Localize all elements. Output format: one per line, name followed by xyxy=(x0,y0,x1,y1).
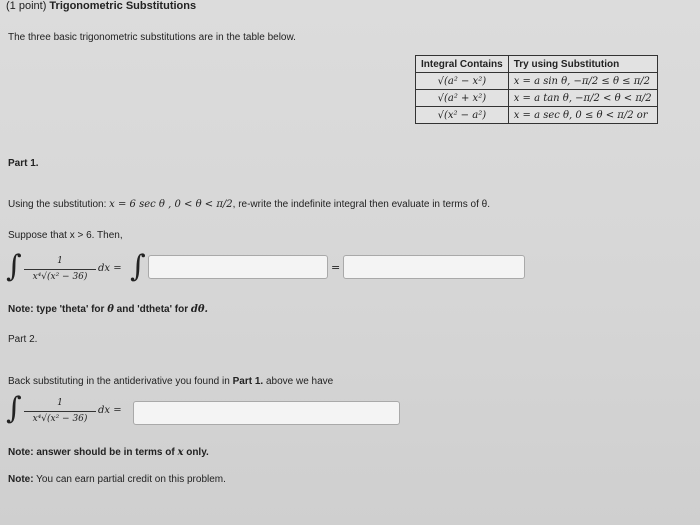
theta-symbol: θ xyxy=(107,304,114,315)
integral-sign: ∫ xyxy=(130,249,146,284)
note-text: You can earn partial credit on this problem. xyxy=(33,474,226,485)
table-cell: √(x² − a²) xyxy=(416,107,509,124)
note-label: Note: xyxy=(8,474,34,485)
note-text: and 'dtheta' for xyxy=(113,304,191,315)
fraction-numerator: 1 xyxy=(57,256,63,266)
dtheta-symbol: dθ. xyxy=(190,304,209,315)
table-header-cell: Integral Contains xyxy=(416,56,509,73)
fraction-denominator: x⁴√(x² − 36) xyxy=(32,414,88,424)
table-row xyxy=(416,73,658,90)
substitution-expression: x = 6 sec θ , 0 < θ < π/2 xyxy=(109,199,233,210)
answer-input-part1-integral[interactable] xyxy=(148,255,328,279)
note-text: Note: answer should be in terms of xyxy=(8,447,178,458)
fraction-bar xyxy=(24,269,96,270)
part2-instruction xyxy=(8,376,333,387)
part1-reference: Part 1. xyxy=(232,376,264,387)
part2-note xyxy=(8,447,209,458)
fraction-numerator: 1 xyxy=(57,398,63,408)
problem-title: Trigonometric Substitutions xyxy=(49,0,197,12)
dx-label: dx = xyxy=(98,405,122,416)
table-cell: x = a sec θ, 0 ≤ θ < π/2 or xyxy=(508,107,657,124)
partial-credit-note xyxy=(8,474,226,485)
integral-sign: ∫ xyxy=(6,391,22,426)
part2-heading: Part 2. xyxy=(8,334,38,345)
table-header-row xyxy=(416,56,658,73)
equals-sign: = xyxy=(331,261,341,274)
instruction-text: above we have xyxy=(263,376,334,387)
points-label: (1 point) xyxy=(6,0,47,12)
table-cell: x = a sin θ, −π/2 ≤ θ ≤ π/2 xyxy=(508,73,657,90)
x-symbol: x xyxy=(177,447,184,458)
substitution-table xyxy=(415,55,658,124)
table-cell: √(a² − x²) xyxy=(416,73,509,90)
instruction-text: Using the substitution: xyxy=(8,199,110,210)
suppose-text: Suppose that x > 6. Then, xyxy=(8,230,123,241)
table-cell: √(a² + x²) xyxy=(416,90,509,107)
part1-heading: Part 1. xyxy=(8,158,39,169)
note-text: only. xyxy=(183,447,209,458)
instruction-text: , re-write the indefinite integral then evaluate in terms of θ. xyxy=(232,199,490,210)
dx-label: dx = xyxy=(98,263,122,274)
table-row xyxy=(416,90,658,107)
fraction-denominator: x⁴√(x² − 36) xyxy=(32,272,88,282)
part1-instruction xyxy=(8,199,490,210)
fraction-bar xyxy=(24,411,96,412)
table-header-cell: Try using Substitution xyxy=(508,56,657,73)
table-row xyxy=(416,107,658,124)
note-text: Note: type 'theta' for xyxy=(8,304,108,315)
problem-header xyxy=(6,0,196,12)
answer-input-part2[interactable] xyxy=(133,401,400,425)
integral-sign: ∫ xyxy=(6,249,22,284)
answer-input-part1-result[interactable] xyxy=(343,255,525,279)
instruction-text: Back substituting in the antiderivative you found in xyxy=(8,376,233,387)
part1-note xyxy=(8,304,208,315)
table-cell: x = a tan θ, −π/2 < θ < π/2 xyxy=(508,90,657,107)
intro-text: The three basic trigonometric substitutions are in the table below. xyxy=(8,32,296,43)
